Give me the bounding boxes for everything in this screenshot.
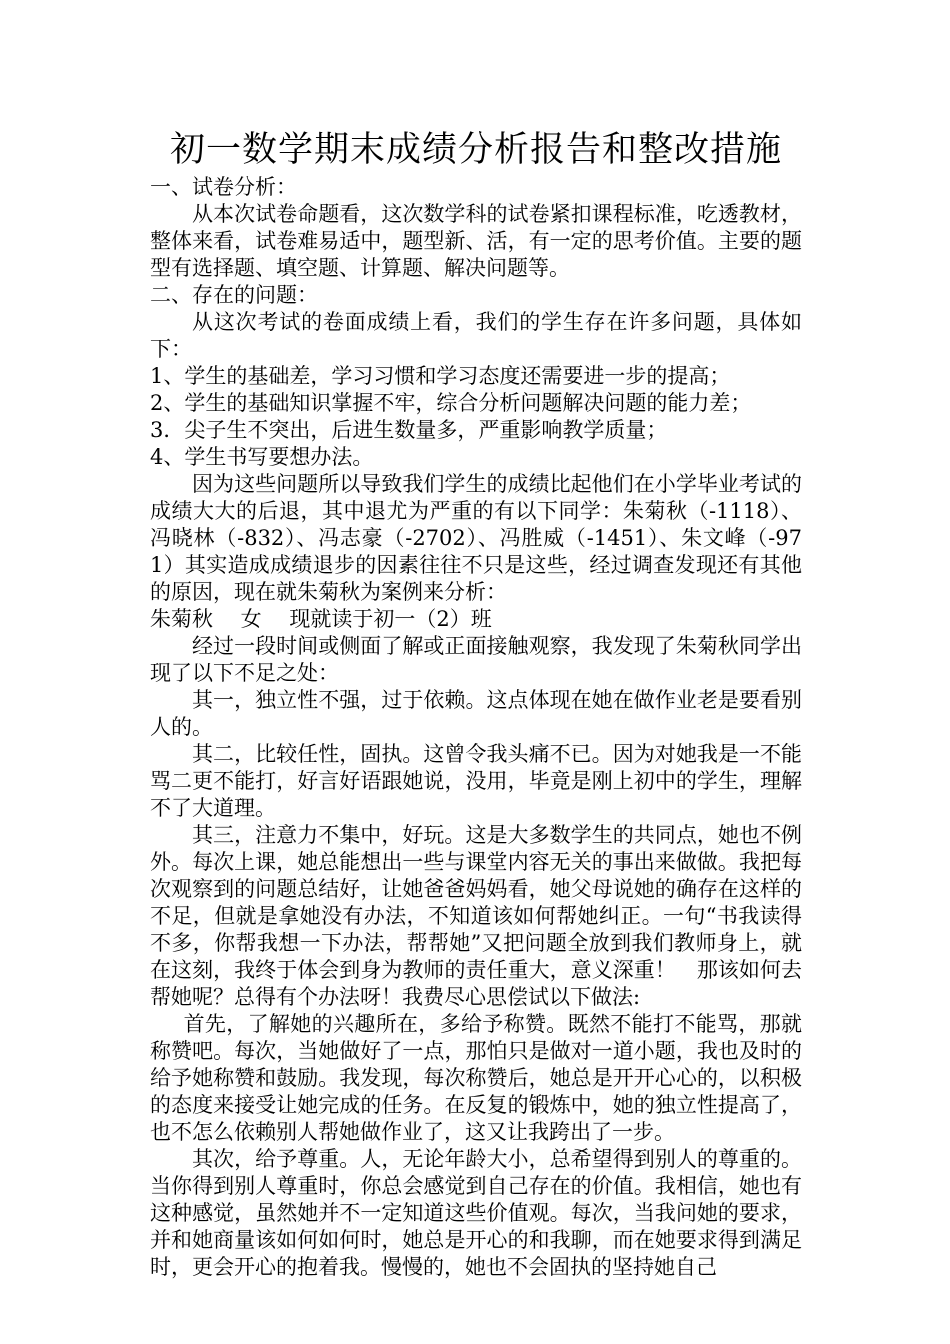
paragraph-observation: 经过一段时间或侧面了解或正面接触观察，我发现了朱菊秋同学出现了以下不足之处：	[150, 634, 802, 685]
paragraph-problems-intro: 从这次考试的卷面成绩上看，我们的学生存在许多问题，具体如下：	[150, 310, 802, 361]
list-item-problem-4: 4、学生书写要想办法。	[150, 445, 374, 469]
list-item-problem-2: 2、学生的基础知识掌握不牢，综合分析问题解决问题的能力差；	[150, 391, 752, 415]
list-item-problem-1: 1、学生的基础差，学习习惯和学习态度还需要进一步的提高；	[150, 364, 731, 388]
paragraph-measure-2: 其次，给予尊重。人，无论年龄大小，总希望得到别人的尊重的。当你得到别人尊重时，你总会感觉到自己存在的价值。我相信，她也有这种感觉，虽然她并不一定知道这些价值观。每次，当我问她的要求，并和她商量该如何如何时，她总是开心的和我聊，而在她要求得到满足时，更会开心的抱着我。慢慢的，她也不会固执的坚持她自己	[150, 1147, 802, 1279]
document-title: 初一数学期末成绩分析报告和整改措施	[169, 130, 782, 170]
section-heading-paper-analysis: 一、试卷分析：	[150, 175, 297, 199]
section-heading-problems: 二、存在的问题：	[150, 283, 318, 307]
paragraph-shortcoming-2: 其二，比较任性，固执。这曾令我头痛不已。因为对她我是一不能骂二更不能打，好言好语跟她说，没用，毕竟是刚上初中的学生，理解不了大道理。	[150, 742, 802, 820]
paragraph-shortcoming-1: 其一，独立性不强，过于依赖。这点体现在她在做作业老是要看别人的。	[150, 688, 802, 739]
list-item-problem-3: 3．尖子生不突出，后进生数量多，严重影响教学质量；	[150, 418, 668, 442]
paragraph-students-declined: 因为这些问题所以导致我们学生的成绩比起他们在小学毕业考试的成绩大大的后退，其中退尤为严重的有以下同学：朱菊秋（-1118）、冯晓林（-832）、冯志豪（-2702）、冯胜威（-1451）、朱文峰（-971）其实造成成绩退步的因素往往不只是这些，经过调查发现还有其他的原因，现在就朱菊秋为案例来分析：	[150, 472, 802, 604]
paragraph-student-info: 朱菊秋 女 现就读于初一（2）班	[150, 607, 492, 631]
paragraph-paper-analysis: 从本次试卷命题看，这次数学科的试卷紧扣课程标准，吃透教材，整体来看，试卷难易适中，题型新、活，有一定的思考价值。主要的题型有选择题、填空题、计算题、解决问题等。	[150, 202, 802, 280]
document-page	[150, 128, 802, 1281]
paragraph-measure-1: 首先，了解她的兴趣所在，多给予称赞。既然不能打不能骂，那就称赞吧。每次，当她做好了一点，那怕只是做对一道小题，我也及时的给予她称赞和鼓励。我发现，每次称赞后，她总是开开心心的，以积极的态度来接受让她完成的任务。在反复的锻炼中，她的独立性提高了，也不怎么依赖别人帮她做作业了，这又让我跨出了一步。	[150, 1012, 802, 1144]
paragraph-shortcoming-3: 其三，注意力不集中，好玩。这是大多数学生的共同点，她也不例外。每次上课，她总能想出一些与课堂内容无关的事出来做做。我把每次观察到的问题总结好，让她爸爸妈妈看，她父母说她的确存在这样的不足，但就是拿她没有办法，不知道该如何帮她纠正。一句“书我读得不多，你帮我想一下办法，帮帮她”又把问题全放到我们教师身上，就在这刻，我终于体会到身为教师的责任重大，意义深重！ 那该如何去帮她呢？总得有个办法呀！我费尽心思偿试以下做法:	[150, 823, 802, 1009]
